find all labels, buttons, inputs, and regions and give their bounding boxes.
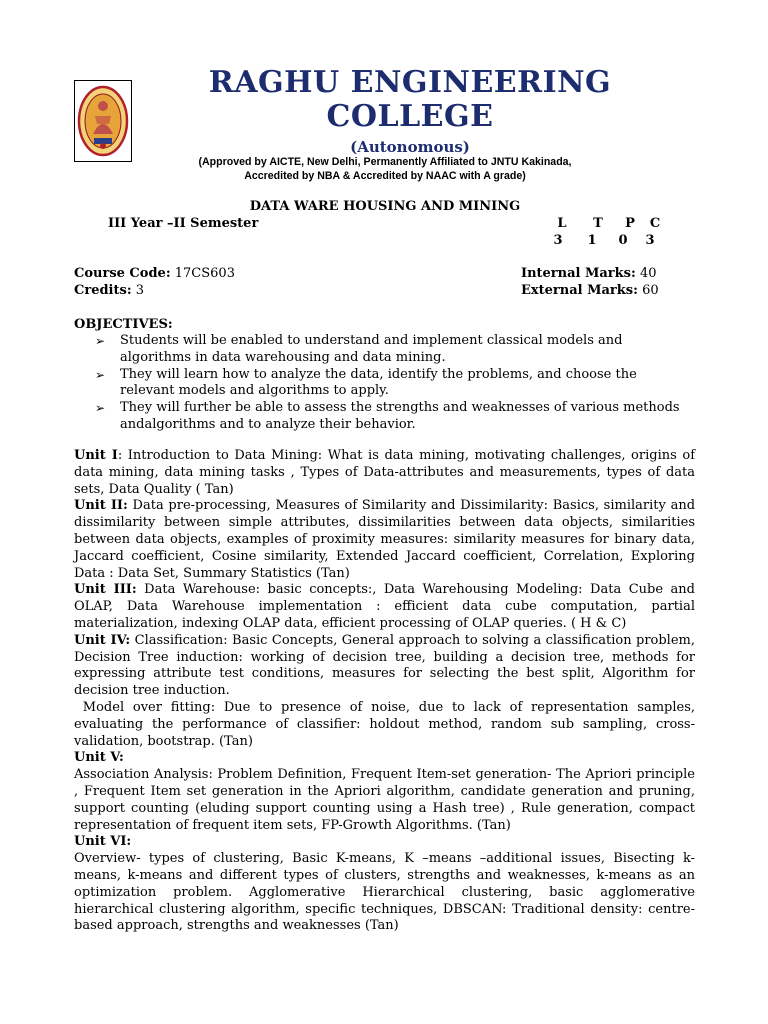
unit-label: Unit V: (74, 750, 124, 766)
ltpc-header-l: L (557, 216, 567, 231)
objective-item: ➢ They will further be able to assess the strengths and weaknesses of various methods andalgorithms and to analyze their behavior. (95, 400, 680, 432)
ltpc-value-c: 3 (645, 233, 655, 248)
objectives-heading: OBJECTIVES: (74, 317, 173, 332)
credits (74, 282, 144, 299)
internal-marks-value: 40 (639, 266, 657, 281)
unit-paragraph: Unit III: Data Warehouse: basic concepts:, Data Warehousing Modeling: Data Cube and OLAP, Data Warehouse implementation : efficient data cube computation, partial materialization, indexing OLAP data, efficient processing of OLAP queries. ( H & C) (74, 582, 695, 631)
unit-label: Unit II: (74, 498, 128, 514)
unit-label: Unit VI: (74, 834, 132, 850)
objective-item: ➢ They will learn how to analyze the data, identify the problems, and choose the relevant models and algorithms to apply. (95, 366, 637, 399)
ltpc-header-t: T (593, 216, 603, 231)
arrow-bullet-icon: ➢ (95, 367, 106, 382)
objective-item: ➢ Students will be enabled to understand and implement classical models and algorithms in data warehousing and data mining. (95, 333, 623, 365)
unit-heading (74, 834, 695, 851)
internal-marks-label: Internal Marks: (521, 266, 636, 281)
ltpc-value-l: 3 (553, 233, 563, 248)
external-marks (521, 282, 659, 299)
autonomous-label: (Autonomous) (350, 138, 470, 156)
unit-paragraph: Overview- types of clustering, Basic K-means, K –means –additional issues, Bisecting k-means, k-means and different types of clusters, strengths and weaknesses, k-means as an optimization problem. Agglomerative Hierarchical clustering, basic agglomerative hierarchical clustering algorithm, specific techniques, DBSCAN: Traditional density: centre-based approach, strengths and weaknesses (Tan) (74, 851, 695, 934)
approval-line-1: (Approved by AICTE, New Delhi, Permanently Affiliated to JNTU Kakinada, (198, 156, 572, 168)
ltpc-value-t: 1 (587, 233, 597, 248)
unit-label: Unit IV: (74, 632, 131, 648)
course-code-value: 17CS603 (174, 266, 235, 281)
approval-line-2: Accredited by NBA & Accredited by NAAC with A grade) (244, 170, 526, 182)
arrow-bullet-icon: ➢ (95, 401, 106, 416)
course-code (74, 265, 235, 282)
units-section (74, 448, 700, 935)
credits-value: 3 (135, 283, 145, 298)
credits-label: Credits: (74, 283, 132, 298)
college-name: RAGHU ENGINEERING COLLEGE (208, 65, 612, 134)
subject-title: DATA WARE HOUSING AND MINING (249, 199, 521, 214)
approval-statement (140, 155, 630, 183)
ltpc-value-p: 0 (618, 233, 628, 248)
external-marks-value: 60 (642, 283, 659, 298)
unit-paragraph: Association Analysis: Problem Definition, Frequent Item-set generation- The Apriori principle , Frequent Item set generation in the Apriori algorithm, candidate generation and pruning, support counting (eluding support counting using a Hash tree) , Rule generation, compact representation of frequent item sets, FP-Growth Algorithms. (Tan) (74, 767, 695, 833)
course-code-label: Course Code: (74, 266, 171, 281)
unit-label: Unit III: (74, 582, 137, 598)
ltpc-header-c: C (649, 216, 661, 231)
year-semester: III Year –II Semester (108, 216, 259, 231)
external-marks-label: External Marks: (521, 283, 638, 298)
unit-paragraph: Model over fitting: Due to presence of noise, due to lack of representation samples, evaluating the performance of classifier: holdout method, random sub sampling, cross-validation, bootstrap. (Tan) (74, 699, 700, 749)
unit-paragraph: Unit IV: Classification: Basic Concepts, General approach to solving a classification problem, Decision Tree induction: working of decision tree, building a decision tree, methods for expressing attribute test conditions, measures for selecting the best split, Algorithm for decision tree induction. (74, 632, 695, 699)
ltpc-header-p: P (625, 216, 635, 231)
unit-paragraph: Unit II: Data pre-processing, Measures of Similarity and Dissimilarity: Basics, similarity and dissimilarity between simple attributes, dissimilarities between data objects, similarities between data objects, examples of proximity measures: similarity measures for binary data, Jaccard coefficient, Cosine similarity, Extended Jaccard coefficient, Correlation, Exploring Data : Data Set, Summary Statistics (Tan) (74, 498, 696, 581)
college-seal-icon (74, 80, 132, 162)
unit-heading (74, 750, 695, 767)
objectives-list (95, 333, 695, 434)
unit-paragraph: Unit I: Introduction to Data Mining: What is data mining, motivating challenges, origins of data mining, data mining tasks , Types of Data-attributes and measurements, types of data sets, Data Quality ( Tan) (74, 448, 695, 497)
internal-marks (521, 265, 656, 282)
unit-label: Unit I (74, 448, 118, 463)
arrow-bullet-icon: ➢ (95, 334, 106, 348)
